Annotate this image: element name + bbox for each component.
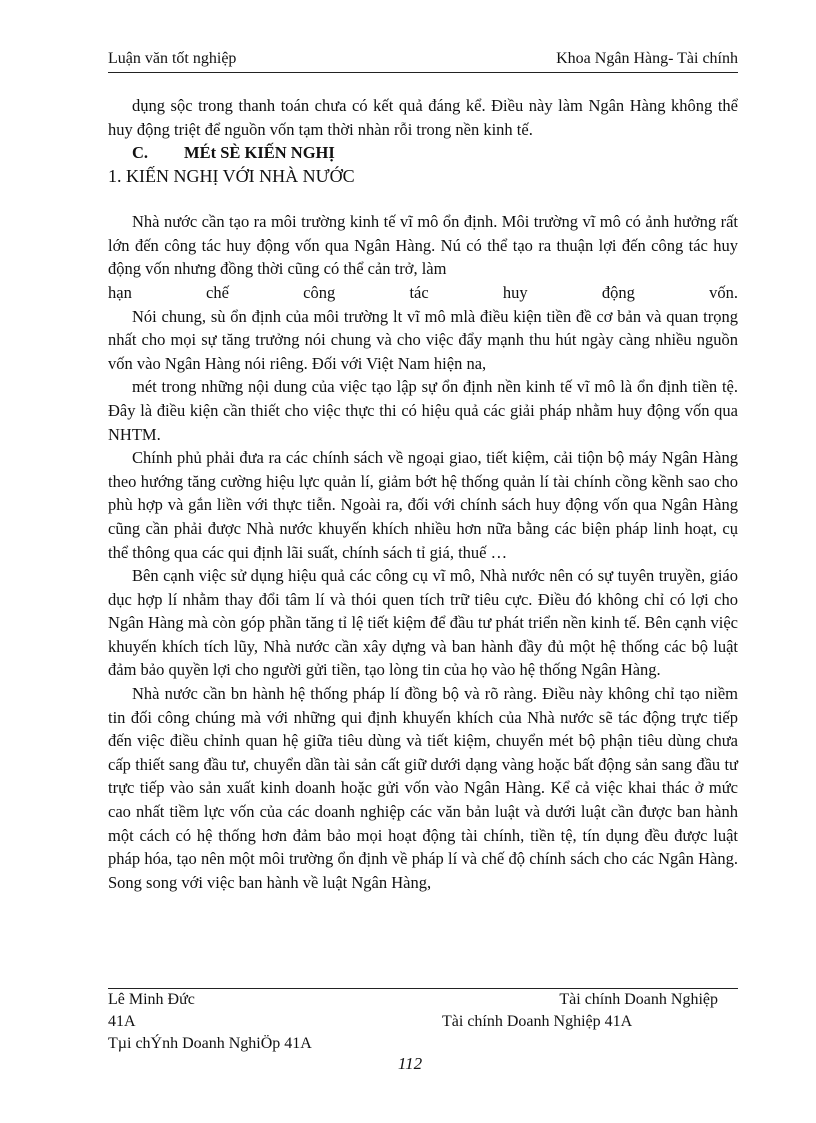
section-heading — [108, 141, 738, 164]
page-footer — [108, 988, 738, 1055]
footer-author: Lê Minh Đức — [108, 991, 195, 1008]
header-thesis-title: Luận văn tốt nghiệp — [108, 50, 237, 67]
paragraph-3: Chính phủ phải đưa ra các chính sách về ngoại giao, tiết kiệm, cải tiộn bộ máy Ngân Hàng theo hướng tăng cường hiệu lực quản lí, giảm bớt hệ thống quản lí tài chính cồng kềnh sao cho phù hợp và gắn liền với thực tiễn. Ngoài ra, đối với chính sách huy động vốn qua Ngân Hàng cũng cần phải được Nhà nước khuyến khích nhiều hơn nữa bằng các biện pháp linh hoạt, cụ thể thông qua các qui định lãi suất, chính sách tỉ giá, thuế … — [108, 448, 738, 562]
paragraph-1-last-line: hạn chế công tác huy động vốn. — [108, 282, 738, 302]
footer-garbled-text: Tµi chÝnh Doanh NghiÖp 41A — [108, 1035, 312, 1052]
paragraph-5: Nhà nước cần bn hành hệ thống pháp lí đồng bộ và rõ ràng. Điều này không chỉ tạo niềm tin đối công chúng mà với những qui định khuyến khích của Nhà nước sẽ tác động trực tiếp đến việc điều chỉnh quan hệ giữa tiêu dùng và tiết kiệm, chuyển mét bộ phận tiêu dùng chưa cấp thiết sang đầu tư, chuyển dần tài sản cất giữ dưới dạng vàng hoặc bất động sản sang đầu tư trực tiếp vào sản xuất kinh doanh hoặc gửi vốn vào Ngân Hàng. Kể cả việc khai thác ở mức cao nhất tiềm lực vốn của các doanh nghiệp các văn bản luật và dưới luật cần được ban hành một cách có hệ thống hơn đảm bảo mọi hoạt động tài chính, tiền tệ, tín dụng đều được luật pháp hóa, tạo nên một môi trường ổn định về pháp lí và chế độ chính sách cho các Ngân Hàng. Song song với việc ban hành về luật Ngân Hàng, — [108, 684, 738, 892]
page-header — [108, 50, 738, 73]
paragraph-4: Bên cạnh việc sử dụng hiệu quả các công cụ vĩ mô, Nhà nước nên có sự tuyên truyền, giáo dục hợp lí nhằm thay đổi tâm lí và thói quen tích trữ tiêu cực. Điều đó không chỉ có lợi cho Ngân Hàng mà còn góp phần tăng tỉ lệ tiết kiệm để đầu tư phát triển nền kinh tế. Bên cạnh việc khuyến khích tích lũy, Nhà nước cần xây dựng và ban hành đầy đủ một hệ thống các bộ luật đảm bảo quyền lợi cho người gửi tiền, tạo lòng tin của họ vào hệ thống Ngân Hàng. — [108, 566, 738, 680]
intro-paragraph: dụng sộc trong thanh toán chưa có kết quả đáng kể. Điều này làm Ngân Hàng không thể huy động triệt để nguồn vốn tạm thời nhàn rỗi trong nền kinh tế. — [108, 96, 738, 139]
subheading-recommendations-state: 1. KIẾN NGHỊ VỚI NHÀ NƯỚC — [108, 166, 355, 187]
footer-class: 41A — [108, 1013, 136, 1030]
paragraph-2b: mét trong những nội dung của việc tạo lập sự ổn định nền kinh tế vĩ mô là ổn định tiền tệ. Đây là điều kiện cần thiết cho việc thực thi có hiệu quả các giải pháp nhằm huy động vốn qua NHTM. — [108, 377, 738, 444]
paragraph-1: Nhà nước cần tạo ra môi trường kinh tế vĩ mô ổn định. Môi trường vĩ mô có ảnh hưởng rất lớn đến công tác huy động vốn qua Ngân Hàng. Nú có thể tạo ra thuận lợi đến công tác huy động vốn nhưng đồng thời cũng có thể cản trở, làm — [108, 212, 738, 279]
footer-department: Tài chính Doanh Nghiệp — [559, 991, 718, 1008]
section-letter: C. — [132, 143, 149, 163]
paragraph-2a: Nói chung, sù ổn định của môi trường lt vĩ mô mlà điều kiện tiền đề cơ bản và quan trọng nhất cho mọi sự tăng trưởng nói chung và cho việc đẩy mạnh thu hút ngày càng nhiều nguồn vốn vào Ngân Hàng nói riêng. Đối với Việt Nam hiện na, — [108, 306, 738, 373]
footer-department-class: Tài chính Doanh Nghiệp 41A — [442, 1013, 633, 1030]
section-title: MÉt SÈ KIẾN NGHỊ — [184, 143, 335, 163]
body-text — [108, 94, 738, 894]
page-number: 112 — [397, 1054, 423, 1073]
header-faculty: Khoa Ngân Hàng- Tài chính — [556, 50, 738, 67]
